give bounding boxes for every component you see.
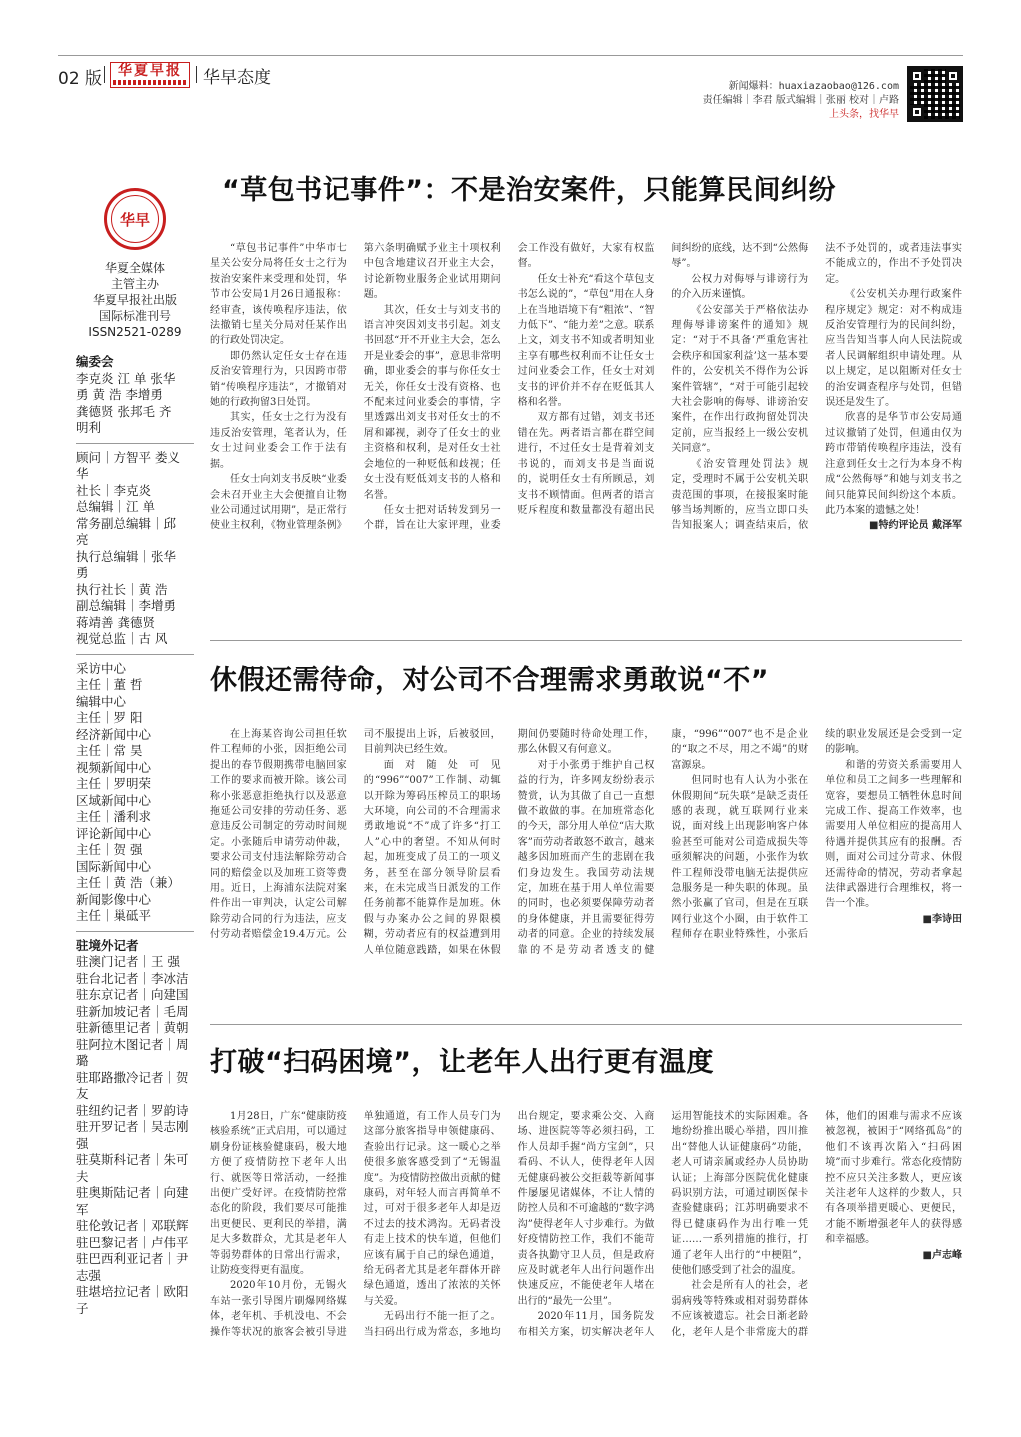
masthead-sidebar bbox=[76, 188, 194, 1323]
article-title: 休假还需待命，对公司不合理需求勇敢说“不” bbox=[210, 665, 769, 696]
article-paragraph: 即仍然认定任女士存在违反治安管理行为，只因跨市带销“传唤程序违法”，才撤销对她的行政拘留3日处罚。 bbox=[210, 350, 347, 409]
article-paragraph: 公权力对侮辱与诽谤行为的介入历来谨慎。 bbox=[671, 273, 809, 301]
sidebar-line: 亮 bbox=[76, 532, 89, 547]
sidebar-line: 国际新闻中心 bbox=[76, 858, 152, 874]
news-hotline: 新闻爆料：huaxiazaobao@126.com bbox=[728, 81, 899, 92]
sidebar-line: 驻伦敦记者｜邓联辉 bbox=[76, 1218, 189, 1233]
qr-code-icon bbox=[907, 66, 963, 122]
sidebar-line: 主任｜黄 浩（兼） bbox=[76, 875, 180, 890]
article-byline: ■ 卢志峰 bbox=[825, 1248, 962, 1263]
article-title: 打破“扫码困境”，让老年人出行更有温度 bbox=[210, 1047, 714, 1078]
section-rule bbox=[210, 1024, 962, 1025]
article-paragraph: 《公安机关办理行政案件程序规定》规定：对不构成违反治安管理行为的民间纠纷，应当告知当事人向人民法院或者人民调解组织申请处理。从以上规定，足以阻断对任女士的治安调查程序与处罚，但错误还是发生了。 bbox=[825, 289, 962, 409]
sidebar-line: 驻莫斯科记者｜朱可 bbox=[76, 1152, 189, 1167]
sidebar-line: 勇 bbox=[76, 565, 89, 580]
slogan: 上头条，找华早 bbox=[829, 109, 899, 120]
sidebar-line: 经济新闻中心 bbox=[76, 726, 152, 742]
sidebar-line: 驻澳门记者｜王 强 bbox=[76, 954, 180, 969]
sidebar-line: 主任｜罗明荣 bbox=[76, 776, 152, 791]
sidebar-line: 驻开罗记者｜吴志刚 bbox=[76, 1119, 189, 1134]
article-paragraph: 2020年11月，国务院发布相关方案，切实解决老年人运用智能技术的实际困难。各地纷纷推出暖心举措，四川推出“替他人认证健康码”功能，老人可请亲属或经办人员协助认证；上海部分医院优化健康码识别方法，可通过刷医保卡查验健康码；江苏明确要求不得已健康码作为出行唯一凭证……一系列措施的推行，打通了老年人出行的“中梗阻”，使他们感受到了社会的温度。 bbox=[517, 1111, 809, 1338]
article-paragraph: 其次，任女士与刘支书的语言冲突因刘支书引起。刘支书回怼“开不开业主大会，怎么开是业委会的事”，意思非常明确，即业委会的事与你任女士无关，你任女士没有资格、也不配来过问业委会的事情，字里透露出刘支书对任女士的不屑和鄙视，剥夺了任女士的业主资格和权利，是对任女士社会地位的一种贬低和歧视；任女士没有贬低刘支书的人格和名誉。 bbox=[363, 304, 501, 501]
publisher-info bbox=[76, 260, 194, 340]
sidebar-line: 驻奥斯陆记者｜向建 bbox=[76, 1185, 189, 1200]
sidebar-line: 蒋靖善 龚德贤 bbox=[76, 614, 155, 630]
sidebar-line: 夫 bbox=[76, 1168, 89, 1184]
sidebar-line: 驻堪培拉记者｜欧阳 bbox=[76, 1284, 189, 1299]
committee-heading: 编委会 bbox=[76, 354, 114, 369]
sidebar-line: 视频新闻中心 bbox=[76, 759, 152, 775]
sidebar-line: 区域新闻中心 bbox=[76, 792, 152, 808]
sidebar-line: 国际标准刊号 bbox=[98, 309, 171, 323]
masthead-logo bbox=[110, 62, 190, 88]
top-rule bbox=[58, 55, 963, 56]
sidebar-line: 总编辑｜江 单 bbox=[76, 499, 155, 514]
sidebar-line: 友 bbox=[76, 1086, 89, 1101]
header-credits bbox=[703, 80, 899, 122]
sidebar-line: 主任｜巢砥平 bbox=[76, 908, 152, 923]
article-paragraph: 面对随处可见的“996”“007”工作制、动辄以开除为筹码压榨员工的职场大环境，向公司的不合理需求勇敢地说“不”成了许多“打工人”心中的奢望。不知从何时起，加班变成了员工的一项义务，甚至在部分领导阶层看来，在未完成当日派发的工作任务前都不能算作是加班。休假与办案办公之间的界限模糊，劳动者应有的权益遭到用人单位随意践踏，如果在休假期间仍要随时待命处理工作，那么休假又有何意义。 bbox=[363, 729, 655, 956]
sidebar-line: 主任｜董 哲 bbox=[76, 677, 143, 692]
article-paragraph: 2020年10月份，无锡火车站一张引导图片刷爆网络媒体，老年机、手机没电、不会操作等状况的旅客会被引导进单独通道，有工作人员专门为这部分旅客指导申领健康码、查验出行记录。这一暖心之举使很多旅客感受到了“无锡温度”。为疫情防控做出贡献的健康码，对年轻人而言再简单不过，可对于很多老年人却是迈不过去的技术鸿沟。无码者没有走上技术的快车道，但他们应该有属于自己的绿色通道，给无码者尤其是老年群体开辟绿色通道，透出了浓浓的关怀与关爱。 bbox=[210, 1111, 501, 1338]
page-number: 02 版 bbox=[58, 69, 103, 89]
article-paragraph: 任女士把对话转发到另一个群，旨在让大家评理，业委会工作没有做好，大家有权监督。 bbox=[363, 243, 655, 532]
article-paragraph: 1月28日，广东“健康防疫核验系统”正式启用，可以通过刷身份证核验健康码，极大地方便了疫情防控下老年人出行、就医等日常活动，一经推出便广受好评。在疫情防控常态化的阶段，我们要尽可能推出更便民、更利民的举措，满足大多数群众，尤其是老年人等弱势群体的日常出行需求，让防疫变得更有温度。 bbox=[210, 1111, 347, 1277]
sidebar-line: 视觉总监｜古 风 bbox=[76, 631, 168, 646]
article-paragraph: 《公安部关于严格依法办理侮辱诽谤案件的通知》规定：“对于不具备‘严重危害社会秩序和国家利益’这一基本要件的，公安机关不得作为公诉案件管辖”，“对于可能引起较大社会影响的侮辱、诽谤治安案件，在作出行政拘留处罚决定前，应当报经上一级公安机关同意”。 bbox=[671, 304, 809, 455]
sidebar-line: 主任｜罗 阳 bbox=[76, 710, 143, 725]
sidebar-line: 驻东京记者｜向建国 bbox=[76, 987, 189, 1002]
article-title: “草包书记事件”：不是治安案件，只能算民间纠纷 bbox=[222, 175, 836, 206]
sidebar-line: 主任｜常 昊 bbox=[76, 743, 143, 758]
sidebar-line: 顾问｜方智平 娄义 bbox=[76, 449, 180, 465]
sidebar-line: 李克炎 江 单 张华 bbox=[76, 370, 176, 386]
sidebar-line: 驻耶路撒冷记者｜贺 bbox=[76, 1069, 189, 1085]
sidebar-line: 驻台北记者｜李冰洁 bbox=[76, 970, 189, 986]
article-byline: ■ 特约评论员 戴泽军 bbox=[825, 518, 962, 533]
sidebar-line: 子 bbox=[76, 1300, 89, 1316]
sidebar-line: 主任｜潘利求 bbox=[76, 809, 152, 824]
sidebar-line: 驻阿拉木图记者｜周 bbox=[76, 1036, 189, 1052]
overseas-correspondents bbox=[76, 931, 194, 1324]
sidebar-line: 评论新闻中心 bbox=[76, 825, 152, 841]
article-paragraph: 欣喜的是华节市公安局通过议撤销了处罚，但通由仅为跨市带销传唤程序违法，没有注意到任女士之行为本身不构成“公然侮辱”和她与刘支书之间只能算民间纠纷这个本质。此乃本案的遗憾之处！ bbox=[825, 412, 962, 516]
article-paragraph: “草包书记事件”中华市七星关公安分局将任女士之行为按治安案件来受理和处罚，华节市公安局1月26日通报称：经审查，该传唤程序违法，依法撤销七星关分局对任某作出的行政处罚决定。 bbox=[210, 243, 347, 347]
sidebar-line: 璐 bbox=[76, 1053, 89, 1068]
article-paragraph: 双方都有过错，刘支书还错在先。两者语言都在群空间进行，不过任女士是背着刘支书说的，而刘支书是当面说的，说明任女士有所顾忌，刘支书不顾情面。但两者的语言贬斥程度和数量都没有超出民间纠纷的底线，达不到“公然侮辱”。 bbox=[517, 243, 809, 516]
article-paragraph: 但同时也有人认为小张在休假期间“玩失联”是缺乏责任感的表现，就互联网行业来说，面对线上出现影响客户体验甚至可能对公司造成损失等亟须解决的问题，小张作为软件工程师没带电脑无法提供应急服务是一种失职的体现。虽然小张赢了官司，但是在互联网行业这个小圈，由于软件工程师存在职业特殊性，小张后续的职业发展还是会受到一定的影响。 bbox=[671, 729, 962, 941]
sidebar-line: 志强 bbox=[76, 1267, 102, 1283]
article-paragraph: 和谐的劳资关系需要用人单位和员工之间多一些理解和宽容，要想员工牺牲休息时间完成工作、提高工作效率，也需要用人单位相应的提高用人待遇并提供其应有的报酬。否则，面对公司过分苛求、休假还需待命的情况，劳动者拿起法律武器进行合理维权，将一告一个准。 bbox=[825, 759, 962, 910]
page-header bbox=[58, 58, 963, 120]
sidebar-line: 华夏全媒体 bbox=[104, 261, 165, 275]
sidebar-line: 采访中心 bbox=[76, 660, 127, 676]
sidebar-line: 驻纽约记者｜罗韵诗 bbox=[76, 1102, 189, 1118]
newspaper-emblem-icon: 华早 bbox=[104, 188, 166, 250]
sidebar-line: ISSN2521-0289 bbox=[88, 325, 182, 339]
sidebar-line: 驻巴黎记者｜卢伟平 bbox=[76, 1234, 189, 1250]
sidebar-line: 驻新德里记者｜黄朝 bbox=[76, 1020, 189, 1035]
article-grass-secretary bbox=[210, 168, 962, 611]
header-divider bbox=[196, 66, 197, 83]
sidebar-line: 驻新加坡记者｜毛周 bbox=[76, 1003, 189, 1019]
article-paragraph: 其实，任女士之行为没有违反治安管理，笔者认为，任女士过问业委会工作于法有据。 bbox=[210, 412, 347, 470]
sidebar-line: 执行社长｜黄 浩 bbox=[76, 581, 168, 597]
section-title: 华早态度 bbox=[203, 68, 271, 88]
sidebar-line: 华夏早报社出版 bbox=[92, 293, 177, 307]
section-rule bbox=[210, 640, 962, 641]
article-paragraph: 社会是所有人的社会，老弱病残等特殊或相对弱势群体不应该被遗忘。社会日渐老龄化，老年人是个非常庞大的群体，他们的困难与需求不应该被忽视，被困于“网络孤岛”的他们不该再次陷入“扫码困境”而寸步难行。常态化疫情防控不应只关注多数人，更应该关注老年人这样的少数人，只有各项举措更暖心、更便民，才能不断增强老年人的获得感和幸福感。 bbox=[671, 1111, 962, 1338]
article-paragraph: 无码出行不能一拒了之。当扫码出行成为常态，多地均出台规定，要求乘公交、入商场、进医院等等必须扫码，工作人员却手握“尚方宝剑”，只看码、不认人，使得老年人因无健康码被公交拒载等新闻事件屡屡见诸媒体，不让人情的防控人员和不可逾越的“数字鸿沟”使得老年人寸步难行。为做好疫情防控工作，我们不能苛责各执勤守卫人员，但是政府应及时就老年人出行问题作出快速反应，不能使老年人堵在出行的“最先一公里”。 bbox=[363, 1111, 655, 1338]
sidebar-line: 军 bbox=[76, 1201, 89, 1217]
sidebar-line: 勇 黄 浩 李增勇 bbox=[76, 387, 163, 402]
article-paragraph: 《治安管理处罚法》规定，受理时不属于公安机关职责范围的事项，在接报案时能够当场判断的，应当立即口头告知报案人；调查结束后，依法不予处罚的，或者违法事实不能成立的，作出不予处罚决定。 bbox=[671, 243, 962, 532]
sidebar-line: 龚德贤 张邦毛 齐 bbox=[76, 403, 172, 419]
article-scan-code-dilemma bbox=[210, 1040, 962, 1437]
sidebar-line: 常务副总编辑｜邱 bbox=[76, 515, 177, 531]
article-paragraph: 在上海某咨询公司担任软件工程师的小张，因拒绝公司提出的春节假期携带电脑回家工作的要求而被开除。该公司称小张恶意拒绝执行以及恶意拖延公司安排的劳动任务、恶意违反公司制定的劳动时间规定。小张随后申请劳动仲裁，要求公司支付违法解除劳动合同的赔偿金以及加班工资等费用。近日，上海浦东法院对案件作出一审判决，认定公司解除劳动合同的行为违法，应支付劳动者赔偿金19.4万元。公司不服提出上诉，后被驳回，目前判决已经生效。 bbox=[210, 729, 501, 941]
sidebar-line: 强 bbox=[76, 1135, 89, 1151]
article-body bbox=[210, 241, 962, 611]
sidebar-line: 明利 bbox=[76, 420, 102, 435]
sidebar-line: 编辑中心 bbox=[76, 693, 127, 709]
sidebar-line: 主任｜贺 强 bbox=[76, 842, 143, 857]
sidebar-line: 华 bbox=[76, 466, 89, 481]
article-holiday-standby bbox=[210, 658, 962, 1047]
masthead-logo-text: 华夏早报 bbox=[118, 63, 182, 79]
article-body bbox=[210, 1109, 962, 1437]
sidebar-line: 驻巴西利亚记者｜尹 bbox=[76, 1251, 189, 1266]
staff-list bbox=[76, 443, 194, 654]
article-body bbox=[210, 727, 962, 1047]
news-centers bbox=[76, 654, 194, 931]
correspondents-heading: 驻境外记者 bbox=[76, 937, 139, 953]
sidebar-line: 副总编辑｜李增勇 bbox=[76, 598, 177, 613]
sidebar-line: 社长｜李克炎 bbox=[76, 482, 152, 498]
article-paragraph: 任女士补充“看这个草包支书怎么说的”，“草包”用在人身上在当地语境下有“粗浓”、“智力低下”、“能力差”之意。联系上文，刘支书不知或者明知业主享有哪些权利而不让任女士过问业委会工作，任女士对刘支书的评价并不存在贬低其人格和名誉。 bbox=[517, 273, 655, 409]
header-divider bbox=[104, 66, 105, 83]
sidebar-line: 主管主办 bbox=[110, 277, 159, 291]
editorial-committee bbox=[76, 354, 194, 443]
sidebar-line: 新闻影像中心 bbox=[76, 891, 152, 907]
article-paragraph: 对于小张勇于维护自己权益的行为，许多网友纷纷表示赞赏，认为其做了自己一直想做不敢做的事。在加班常态化的今天，部分用人单位“店大欺客”而劳动者敢怒不敢言，越来越多因加班而产生的悲剧在我们身边发生。我国劳动法规定，加班在基于用人单位需要的同时，也必须要保障劳动者的身体健康，并且需要征得劳动者的同意。企业的持续发展靠的不是劳动者透支的健康，“996”“007”也不是企业的“取之不尽，用之不竭”的财富源泉。 bbox=[517, 729, 809, 956]
article-paragraph: 任女士向刘支书反映“业委会未召开业主大会便擅自让物业公司通过试用期”，是正常行使业主权利，《物业管理条例》第六条明确赋予业主十项权利中包含地建议召开业主大会，讨论新物业服务企业试用期问题。 bbox=[210, 243, 501, 532]
editor-credits: 责任编辑｜李君 版式编辑｜张丽 校对｜卢路 bbox=[702, 95, 899, 106]
article-byline: ■ 李诗田 bbox=[825, 912, 962, 927]
sidebar-line: 执行总编辑｜张华 bbox=[76, 548, 177, 564]
